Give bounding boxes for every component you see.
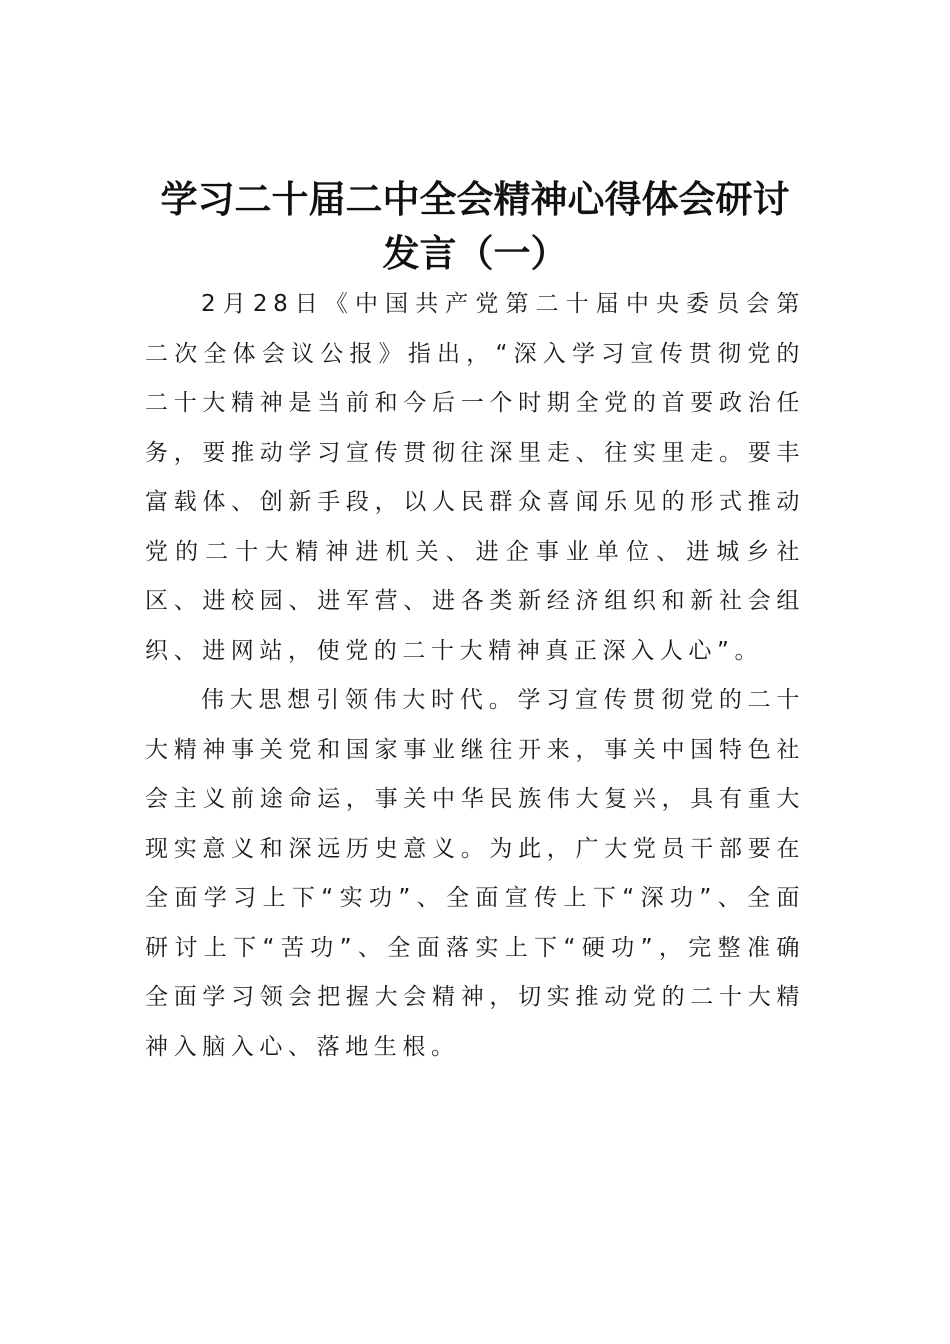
paragraph-1: 2月28日《中国共产党第二十届中央委员会第二次全体会议公报》指出，“深入学习宣传贯彻党的二十大精神是当前和今后一个时期全党的首要政治任务，要推动学习宣传贯彻往深里走、往实里走。要丰富载体、创新手段，以人民群众喜闻乐见的形式推动党的二十大精神进机关、进企事业单位、进城乡社区、进校园、进军营、进各类新经济组织和新社会组织、进网站，使党的二十大精神真正深入人心”。 <box>145 291 805 664</box>
document-title: 学习二十届二中全会精神心得体会研讨发言（一） <box>160 177 790 275</box>
document-body <box>145 280 805 1072</box>
paragraph-2: 伟大思想引领伟大时代。学习宣传贯彻党的二十大精神事关党和国家事业继往开来，事关中国特色社会主义前途命运，事关中华民族伟大复兴，具有重大现实意义和深远历史意义。为此，广大党员干部要在全面学习上下“实功”、全面宣传上下“深功”、全面研讨上下“苦功”、全面落实上下“硬功”，完整准确全面学习领会把握大会精神，切实推动党的二十大精神入脑入心、落地生根。 <box>145 687 805 1060</box>
